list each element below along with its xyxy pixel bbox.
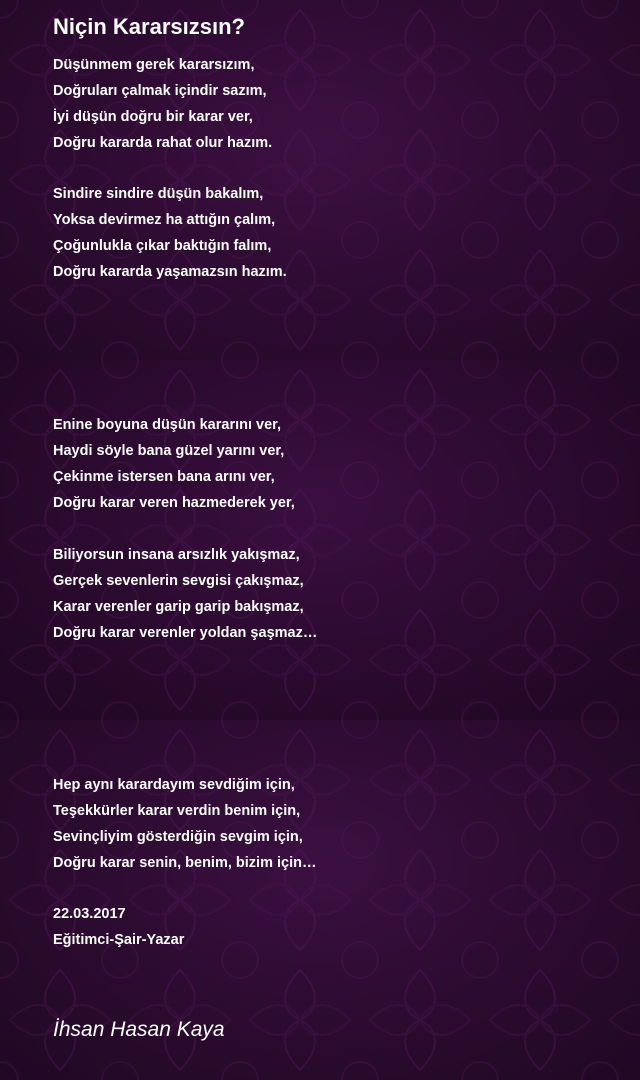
- stanza-1: [53, 52, 272, 156]
- poem-line: Gerçek sevenlerin sevgisi çakışmaz,: [53, 573, 304, 589]
- poem-title: Niçin Kararsızsın?: [53, 14, 245, 39]
- poem-line: Teşekkürler karar verdin benim için,: [53, 803, 301, 819]
- poem-signature-line: Eğitimci-Şair-Yazar: [53, 932, 185, 948]
- author-name: İhsan Hasan Kaya: [53, 1018, 225, 1041]
- stanza-3: [53, 412, 295, 516]
- poem-line: Enine boyuna düşün kararını ver,: [53, 417, 282, 433]
- poem-line: Çekinme istersen bana arını ver,: [53, 469, 275, 485]
- stanza-5: [53, 772, 316, 876]
- poem-line: İyi düşün doğru bir karar ver,: [53, 109, 253, 125]
- poem-date: 22.03.2017: [53, 906, 126, 922]
- poem-line: Doğru karar verenler yoldan şaşmaz…: [53, 625, 318, 641]
- poem-line: Hep aynı karardayım sevdiğim için,: [53, 777, 295, 793]
- poem-line: Doğru kararda rahat olur hazım.: [53, 135, 273, 151]
- poem-line: Doğruları çalmak içindir sazım,: [53, 83, 267, 99]
- poem-line: Haydi söyle bana güzel yarını ver,: [53, 443, 285, 459]
- stanza-4: [53, 542, 317, 646]
- poem-line: Çoğunlukla çıkar baktığın falım,: [53, 238, 272, 254]
- stanza-2: [53, 181, 287, 285]
- poem-line: Doğru karar senin, benim, bizim için…: [53, 855, 317, 871]
- poem-line: Doğru kararda yaşamazsın hazım.: [53, 264, 287, 280]
- poem-line: Sevinçliyim gösterdiğin sevgim için,: [53, 829, 303, 845]
- poem-line: Düşünmem gerek kararsızım,: [53, 57, 255, 73]
- poem-line: Yoksa devirmez ha attığın çalım,: [53, 212, 276, 228]
- poem-footer: [53, 901, 184, 953]
- poem-line: Karar verenler garip garip bakışmaz,: [53, 599, 304, 615]
- poem-line: Biliyorsun insana arsızlık yakışmaz,: [53, 547, 300, 563]
- poem-line: Doğru karar veren hazmederek yer,: [53, 495, 295, 511]
- poem-line: Sindire sindire düşün bakalım,: [53, 186, 264, 202]
